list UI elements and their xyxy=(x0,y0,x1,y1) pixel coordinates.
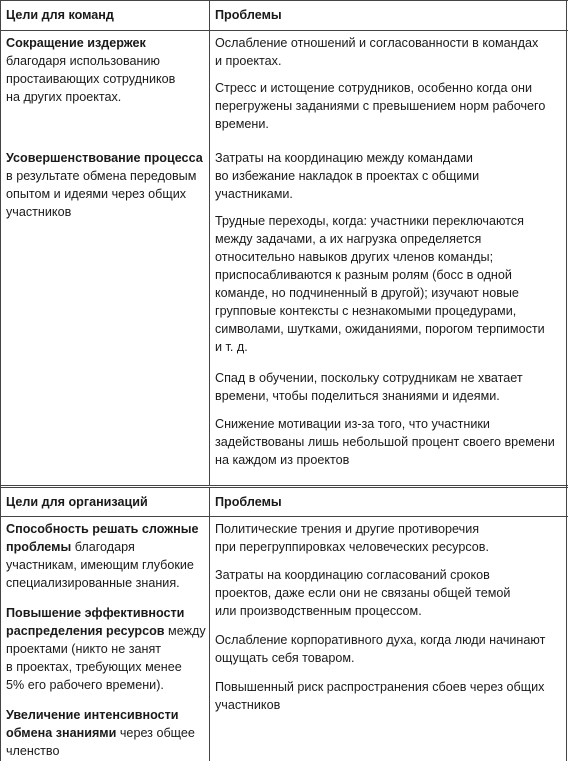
teams-goal-process-improvement xyxy=(6,149,206,221)
orgs-goal-resource-efficiency xyxy=(6,604,206,694)
teams-problem-item: Стресс и истощение сотрудников, особенно когда они перегружены заданиями с превышением норм рабочего времени. xyxy=(215,81,546,131)
goal-text: через общее членство xyxy=(6,726,195,758)
goal-text: между проектами (никто не занят в проектах, требующих менее 5% его рабочего времени). xyxy=(6,624,206,692)
column-divider-orgs xyxy=(209,487,210,761)
orgs-goals-header: Цели для организаций xyxy=(6,495,148,509)
goal-text: благодаря использованию простаивающих сотрудников на других проектах. xyxy=(6,54,176,104)
teams-header-row xyxy=(1,0,568,30)
goal-title: Сокращение издержек xyxy=(6,36,146,50)
goal-title: Повышение эффективности распределения ресурсов xyxy=(6,606,185,638)
orgs-problem-item: Ослабление корпоративного духа, когда люди начинают ощущать себя товаром. xyxy=(215,633,546,665)
orgs-problems-header: Проблемы xyxy=(215,495,282,509)
orgs-problem-item: Затраты на координацию согласований сроков проектов, даже если они не связаны общей темой или производственным процессом. xyxy=(215,568,511,618)
teams-problem-item: Спад в обучении, поскольку сотрудникам не хватает времени, чтобы поделиться знаниями и идеями. xyxy=(215,371,523,403)
teams-section-bottom-border xyxy=(1,485,568,486)
teams-goal-cost-reduction xyxy=(6,34,206,106)
teams-goals-header: Цели для команд xyxy=(6,8,114,22)
teams-problem-item: Снижение мотивации из-за того, что участники задействованы лишь небольшой процент своего времени на каждом из проектов xyxy=(215,417,555,467)
orgs-goal-complex-problems xyxy=(6,520,206,592)
goal-title: Усовершенствование процесса xyxy=(6,151,203,165)
orgs-problem-item: Повышенный риск распространения сбоев через общих участников xyxy=(215,680,545,712)
goal-text: в результате обмена передовым опытом и идеями через общих участников xyxy=(6,169,197,219)
column-divider-teams xyxy=(209,0,210,485)
orgs-header-divider xyxy=(1,516,568,517)
orgs-problem-item: Политические трения и другие противоречия при перегруппировках человеческих ресурсов. xyxy=(215,522,489,554)
goal-title: Способность решать сложные проблемы xyxy=(6,522,199,554)
teams-problems-header: Проблемы xyxy=(215,8,282,22)
teams-header-divider xyxy=(1,30,568,31)
orgs-goal-knowledge-exchange xyxy=(6,706,206,760)
goal-title: Увеличение интенсивности обмена знаниями xyxy=(6,708,179,740)
goal-text: благодаря участникам, имеющим глубокие специализированные знания. xyxy=(6,540,194,590)
orgs-header-row xyxy=(1,487,568,517)
teams-problem-item: Ослабление отношений и согласованности в командах и проектах. xyxy=(215,36,539,68)
teams-problem-item: Трудные переходы, когда: участники переключаются между задачами, а их нагрузка определяется относительно навыков других членов команды; приспосабливаются к разным ролям (босс в одной команде, но подчиненный в другой); изучают новые групповые контексты с незнакомыми процедурами, символами, шутками, ожиданиями, порогом терпимости и т. д. xyxy=(215,214,545,354)
teams-problem-item: Затраты на координацию между командами во избежание накладок в проектах с общими участниками. xyxy=(215,151,480,201)
